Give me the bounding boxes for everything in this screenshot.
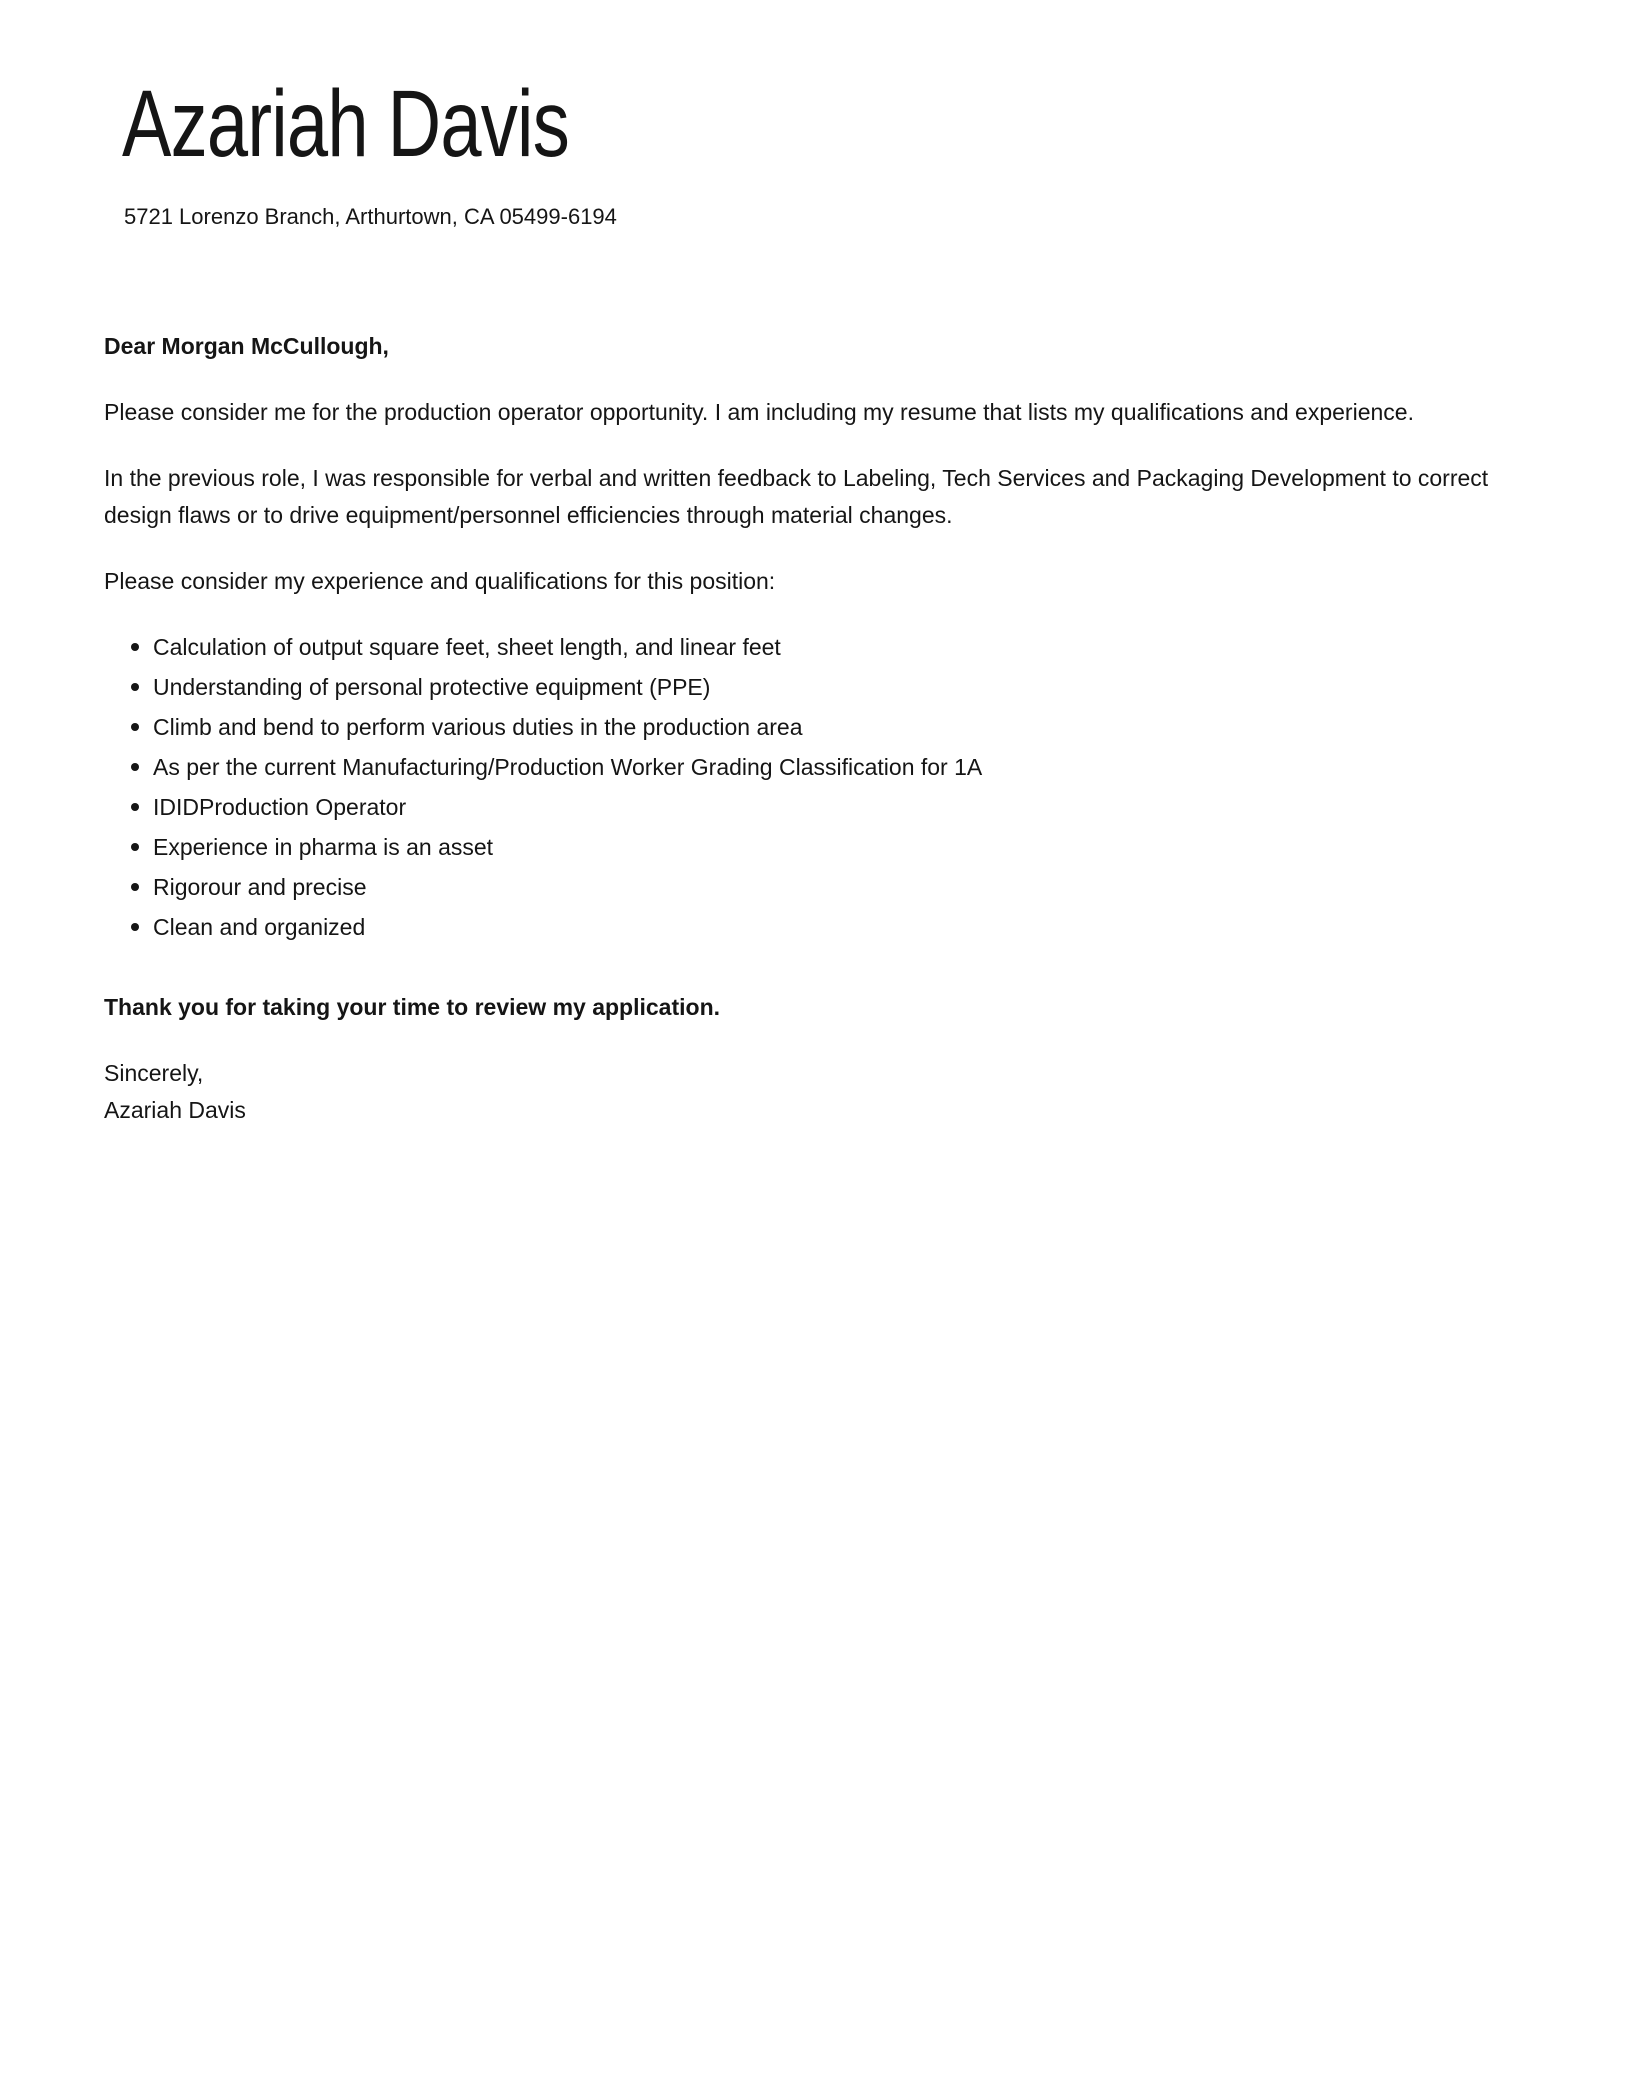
list-item: As per the current Manufacturing/Production Worker Grading Classification for 1A [104, 747, 1532, 787]
paragraph-qualifications-lead: Please consider my experience and qualifications for this position: [104, 568, 776, 594]
paragraph-intro: Please consider me for the production operator opportunity. I am including my resume that lists my qualifications and experience. [104, 399, 1414, 425]
paragraph-previous-role: In the previous role, I was responsible for verbal and written feedback to Labeling, Tech Services and Packaging Development to correct design flaws or to drive equipment/personnel efficiencies through material changes. [104, 465, 1489, 528]
qualifications-list [104, 627, 1532, 947]
list-item: Clean and organized [104, 907, 1532, 947]
list-item: Rigorour and precise [104, 867, 1532, 907]
list-item: Understanding of personal protective equipment (PPE) [104, 667, 1532, 707]
list-item: Calculation of output square feet, sheet length, and linear feet [104, 627, 1532, 667]
letter-body [104, 328, 1532, 1129]
list-item: IDIDProduction Operator [104, 787, 1532, 827]
letter-header [104, 71, 1532, 235]
applicant-address: 5721 Lorenzo Branch, Arthurtown, CA 05499-6194 [124, 204, 617, 229]
list-item: Climb and bend to perform various duties in the production area [104, 707, 1532, 747]
closing-line: Thank you for taking your time to review my application. [104, 994, 721, 1020]
signature-name: Azariah Davis [104, 1097, 246, 1123]
applicant-name: Azariah Davis [122, 71, 569, 177]
list-item: Experience in pharma is an asset [104, 827, 1532, 867]
signoff-word: Sincerely, [104, 1060, 204, 1086]
salutation: Dear Morgan McCullough, [104, 333, 389, 359]
signoff-block [104, 1055, 1532, 1129]
